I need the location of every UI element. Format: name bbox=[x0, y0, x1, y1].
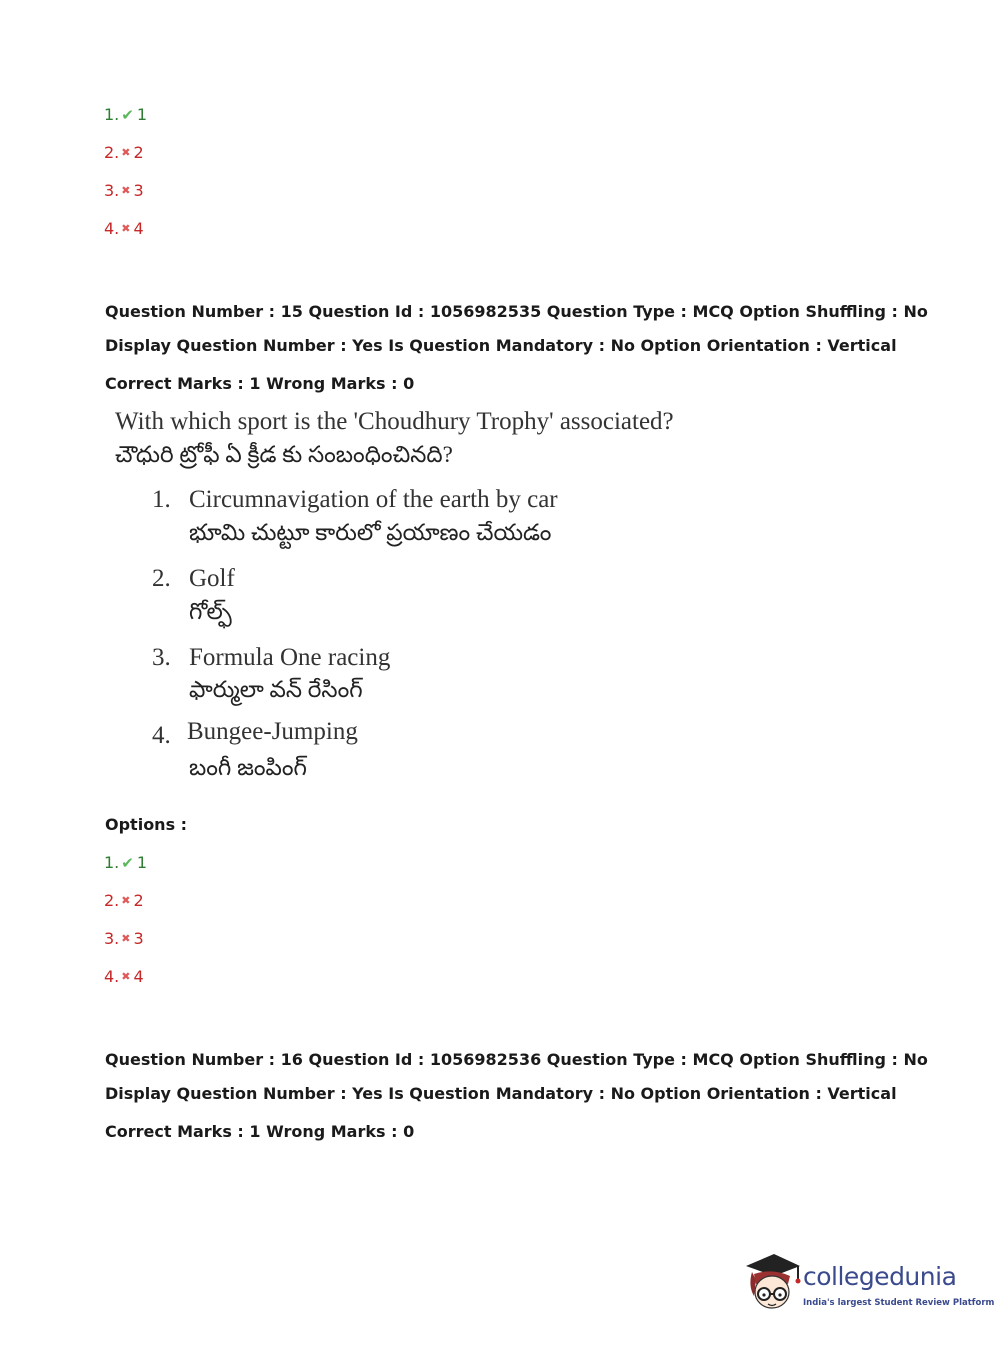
question-meta-line1: Question Number : 15 Question Id : 1056982535 Question Type : MCQ Option Shuffling : No bbox=[105, 302, 928, 321]
choice-number: 2. bbox=[152, 565, 171, 592]
brand-tagline: India's largest Student Review Platform bbox=[803, 1298, 995, 1308]
option-number: 3. bbox=[104, 929, 120, 948]
option-value: 2 bbox=[133, 143, 144, 162]
option-2 bbox=[104, 891, 144, 911]
cross-icon: ✖ bbox=[121, 146, 131, 159]
option-3 bbox=[104, 929, 144, 949]
option-number: 2. bbox=[104, 891, 120, 910]
option-value: 3 bbox=[133, 181, 144, 200]
choice-text-telugu: బంగీ జంపింగ్ bbox=[189, 755, 307, 780]
check-icon: ✔ bbox=[121, 854, 134, 872]
option-2 bbox=[104, 143, 144, 163]
brand-name: collegedunia bbox=[803, 1262, 957, 1291]
choice-text-english: Formula One racing bbox=[189, 644, 391, 671]
option-number: 4. bbox=[104, 219, 120, 238]
choice-text-english: Golf bbox=[189, 565, 235, 592]
option-number: 2. bbox=[104, 143, 120, 162]
option-1 bbox=[104, 853, 147, 873]
choice-number: 1. bbox=[152, 486, 171, 513]
check-icon: ✔ bbox=[121, 106, 134, 124]
option-value: 4 bbox=[133, 967, 144, 986]
choice-text-english: Circumnavigation of the earth by car bbox=[189, 486, 558, 513]
cross-icon: ✖ bbox=[121, 970, 131, 983]
option-value: 3 bbox=[133, 929, 144, 948]
cross-icon: ✖ bbox=[121, 222, 131, 235]
option-value: 2 bbox=[133, 891, 144, 910]
option-number: 1. bbox=[104, 105, 120, 124]
option-value: 1 bbox=[136, 853, 148, 872]
option-number: 1. bbox=[104, 853, 120, 872]
question-meta-line2: Display Question Number : Yes Is Question Mandatory : No Option Orientation : Vertical bbox=[105, 1084, 897, 1103]
options-label: Options : bbox=[105, 815, 188, 834]
question-text-telugu: చౌధురి ట్రోఫీ ఏ క్రీడ కు సంబంధించినది? bbox=[115, 442, 453, 467]
question-meta-marks: Correct Marks : 1 Wrong Marks : 0 bbox=[105, 374, 415, 393]
option-value: 4 bbox=[133, 219, 144, 238]
choice-number: 3. bbox=[152, 644, 171, 671]
option-4 bbox=[104, 967, 144, 987]
option-1 bbox=[104, 105, 147, 125]
option-value: 1 bbox=[136, 105, 148, 124]
question-meta-marks: Correct Marks : 1 Wrong Marks : 0 bbox=[105, 1122, 415, 1141]
option-4 bbox=[104, 219, 144, 239]
option-number: 4. bbox=[104, 967, 120, 986]
choice-number: 4. bbox=[152, 722, 171, 749]
choice-text-english: Bungee-Jumping bbox=[187, 718, 358, 745]
choice-text-telugu: గోల్ఫ్ bbox=[189, 599, 232, 624]
choice-text-telugu: భూమి చుట్టూ కారులో ప్రయాణం చేయడం bbox=[189, 520, 552, 545]
cross-icon: ✖ bbox=[121, 932, 131, 945]
option-3 bbox=[104, 181, 144, 201]
question-meta-line1: Question Number : 16 Question Id : 1056982536 Question Type : MCQ Option Shuffling : No bbox=[105, 1050, 928, 1069]
cross-icon: ✖ bbox=[121, 184, 131, 197]
mascot-icon bbox=[742, 1250, 802, 1316]
question-text-english: With which sport is the 'Choudhury Trophy' associated? bbox=[115, 408, 674, 435]
option-number: 3. bbox=[104, 181, 120, 200]
choice-text-telugu: ఫార్ములా వన్ రేసింగ్ bbox=[189, 677, 363, 702]
cross-icon: ✖ bbox=[121, 894, 131, 907]
question-meta-line2: Display Question Number : Yes Is Question Mandatory : No Option Orientation : Vertical bbox=[105, 336, 897, 355]
